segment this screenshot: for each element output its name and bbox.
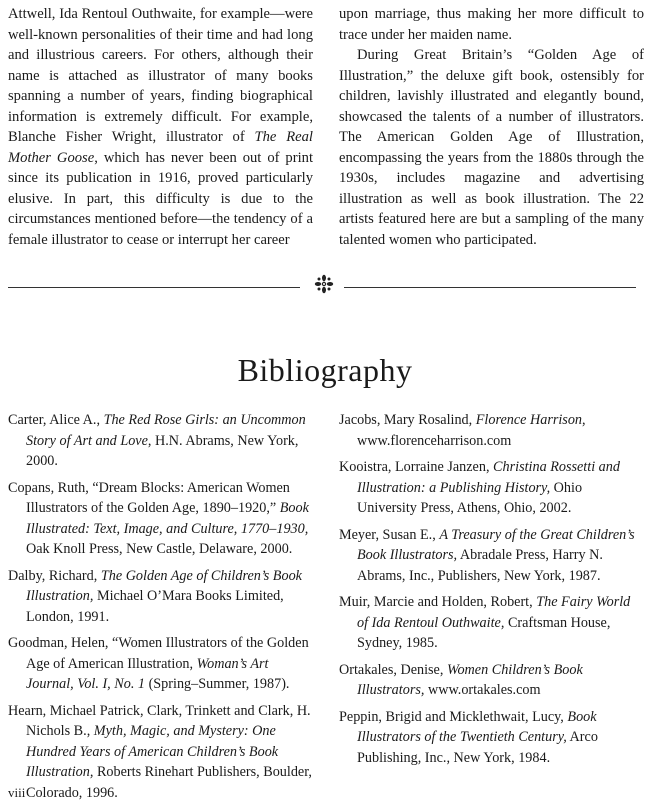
entry-author: Copans, Ruth, “Dream Blocks: American Women Illustrators of the Golden Age, 1890–1920,” (8, 479, 290, 516)
intro-paragraph: upon marriage, thus making her more difficult to trace under her maiden name. (339, 6, 644, 43)
bibliography-entry (339, 660, 644, 701)
intro-text (8, 4, 644, 250)
entry-title: Women Children’s Book Illustrators, (357, 661, 583, 698)
entry-title: Myth, Magic, and Mystery: One Hundred Years of American Children’s Book Illustration, (26, 723, 279, 780)
bibliography-entry (339, 457, 644, 519)
entry-title: Woman’s Art Journal, Vol. I, No. 1 (26, 655, 269, 692)
entry-publisher: Roberts Rinehart Publishers, Boulder, Colorado, 1996. (26, 764, 312, 801)
entry-publisher: Arco Publishing, Inc., New York, 1984. (357, 729, 598, 766)
divider-rule (344, 287, 636, 288)
intro-column-right (339, 4, 644, 250)
section-divider (8, 282, 636, 292)
entry-publisher: Michael O’Mara Books Limited, London, 1991. (26, 588, 284, 625)
entry-publisher: Abradale Press, Harry N. Abrams, Inc., Publishers, New York, 1987. (357, 547, 603, 584)
entry-title: A Treasury of the Great Children’s Book Illustrators, (357, 526, 635, 563)
entry-author: Ortakales, Denise, (339, 661, 447, 678)
bibliography-entry (8, 410, 313, 472)
entry-title: Book Illustrated: Text, Image, and Culture, 1770–1930, (26, 500, 309, 537)
entry-title: Florence Harrison (475, 412, 583, 428)
entry-publisher: Craftsman House, Sydney, 1985. (357, 614, 611, 651)
bibliography-column-left (8, 410, 313, 804)
section-heading: Bibliography (237, 352, 413, 388)
bibliography-entry (8, 633, 313, 695)
entry-title: Christina Rossetti and Illustration: a Publishing History, (357, 459, 620, 496)
entry-publisher: , www.florenceharrison.com (357, 412, 586, 449)
intro-book-title: The Real Mother Goose (8, 129, 313, 166)
intro-text-part: , which has never been out of print since its publication in 1916, proved particularly elusive. In part, this difficulty is due to the circumstances mentioned before—the tendency of a female illustrator to cease or interrupt her career (8, 149, 313, 248)
bibliography-entry (339, 707, 644, 769)
entry-author: Carter, Alice A., (8, 412, 104, 428)
bibliography-entry (8, 566, 313, 628)
entry-author: Hearn, Michael Patrick, Clark, Trinkett and Clark, H. Nichols B., (8, 702, 311, 739)
floral-ornament-icon (314, 274, 334, 294)
entry-author: Kooistra, Lorraine Janzen, (339, 459, 494, 475)
entry-author: Muir, Marcie and Holden, Robert, (339, 594, 537, 610)
bibliography-entry (339, 525, 644, 587)
entry-title: The Fairy World of Ida Rentoul Outhwaite, (357, 594, 631, 631)
bibliography-entry (339, 592, 644, 654)
divider-rule (8, 287, 300, 288)
bibliography-entry (8, 701, 313, 804)
entry-title: The Golden Age of Children’s Book Illustration, (26, 567, 302, 604)
intro-text-part: Attwell, Ida Rentoul Outhwaite, for example—were well-known personalities of their time and had long and illustrious careers. For others, although their name is attached as illustrator of many books spanning a number of years, finding biographical information is extremely difficult. For example, Blanche Fisher Wright, illustrator of (8, 6, 313, 145)
entry-author: Jacobs, Mary Rosalind, (339, 412, 476, 428)
entry-author: Goodman, Helen, “Women Illustrators of the Golden Age of American Illustration, (8, 635, 309, 672)
bibliography-entry (8, 478, 313, 560)
entry-publisher: www.ortakales.com (424, 682, 541, 698)
bibliography-column-right (339, 410, 644, 804)
intro-paragraph (8, 4, 313, 250)
entry-title: The Red Rose Girls: an Uncommon Story of Art and Love (26, 412, 306, 449)
page-number: viii (8, 785, 26, 800)
entry-publisher: , H.N. Abrams, New York, 2000. (26, 432, 299, 469)
entry-title: Book Illustrators of the Twentieth Century, (357, 708, 597, 745)
entry-author: Meyer, Susan E., (339, 526, 440, 543)
intro-paragraph: During Great Britain’s “Golden Age of Illustration,” the deluxe gift book, ostensibly for children, lavishly illustrated and elegantly bound, showcased the talents of a number of illustrators. The American Golden Age of Illustration, encompassing the years from the 1880s through the 1930s, includes magazine and advertising illustration as well as book illustration. The 22 artists featured here are but a sampling of the many talented women who participated. (339, 47, 644, 248)
bibliography-list (8, 410, 644, 804)
entry-publisher: Oak Knoll Press, New Castle, Delaware, 2000. (26, 541, 293, 557)
entry-author: Peppin, Brigid and Micklethwait, Lucy, (339, 708, 568, 725)
entry-author: Dalby, Richard, (8, 567, 101, 584)
bibliography-entry (339, 410, 644, 451)
entry-publisher: (Spring–Summer, 1987). (145, 676, 290, 692)
entry-publisher: Ohio University Press, Athens, Ohio, 2002. (357, 479, 583, 516)
intro-column-left (8, 4, 313, 250)
